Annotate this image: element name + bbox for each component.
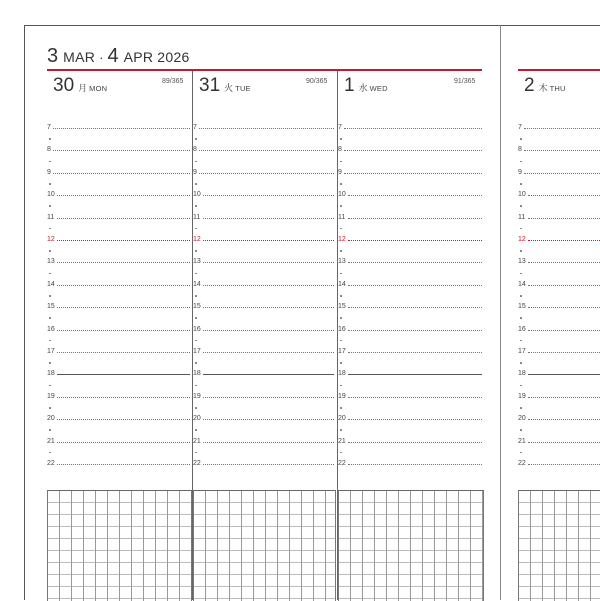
day-header <box>524 75 566 97</box>
hour-label: 8 <box>338 146 342 154</box>
half-hour-dot <box>49 273 51 275</box>
year: 2026 <box>157 49 190 65</box>
half-hour-dot <box>340 317 342 319</box>
hour-label: 21 <box>338 437 346 445</box>
hour-label: 7 <box>518 124 522 131</box>
half-hour-dot <box>340 452 342 454</box>
hour-label: 11 <box>338 213 346 221</box>
hour-line[interactable] <box>528 442 600 443</box>
half-hour-dot <box>520 407 522 409</box>
week-range-title <box>47 45 190 69</box>
end-month: APR <box>123 49 154 65</box>
half-hour-dot <box>520 205 522 207</box>
start-day: 3 <box>47 45 59 67</box>
hour-line[interactable] <box>528 330 600 331</box>
hour-line[interactable] <box>57 285 190 286</box>
hour-label: 21 <box>518 437 526 445</box>
half-hour-dot <box>520 273 522 275</box>
half-hour-dot <box>340 183 342 185</box>
half-hour-dot <box>195 295 197 297</box>
hour-label: 8 <box>193 146 197 154</box>
half-hour-dot <box>340 205 342 207</box>
hour-line[interactable] <box>524 150 600 151</box>
hour-line[interactable] <box>348 442 482 443</box>
hour-label: 17 <box>193 348 201 355</box>
day-name-en: TUE <box>235 84 251 93</box>
half-hour-dot <box>195 317 197 319</box>
hour-line[interactable] <box>57 374 190 375</box>
half-hour-dot <box>49 205 51 207</box>
hour-label: 12 <box>518 236 526 243</box>
half-hour-dot <box>340 161 342 163</box>
hour-line[interactable] <box>528 285 600 286</box>
half-hour-dot <box>195 362 197 364</box>
half-hour-dot <box>340 250 342 252</box>
hour-label: 14 <box>338 280 346 288</box>
hour-line[interactable] <box>203 352 334 353</box>
hour-label: 20 <box>338 415 346 423</box>
half-hour-dot <box>340 273 342 275</box>
hour-label: 18 <box>518 370 526 378</box>
notes-grid[interactable] <box>193 490 336 601</box>
hour-label: 7 <box>193 124 197 131</box>
hour-line[interactable] <box>199 128 334 129</box>
hour-label: 9 <box>518 168 522 176</box>
hour-line[interactable] <box>528 397 600 398</box>
day-name-en: MON <box>89 84 108 93</box>
half-hour-dot <box>520 228 522 230</box>
half-hour-dot <box>520 250 522 252</box>
half-hour-dot <box>195 340 197 342</box>
hour-line[interactable] <box>528 464 600 465</box>
hour-label: 14 <box>47 280 55 288</box>
hour-line[interactable] <box>203 442 334 443</box>
half-hour-dot <box>49 385 51 387</box>
half-hour-dot <box>49 295 51 297</box>
hour-line[interactable] <box>203 218 334 219</box>
hour-line[interactable] <box>348 262 482 263</box>
half-hour-dot <box>195 452 197 454</box>
hour-line[interactable] <box>53 128 190 129</box>
hour-line[interactable] <box>348 374 482 375</box>
half-hour-dot <box>49 250 51 252</box>
half-hour-dot <box>520 362 522 364</box>
half-hour-dot <box>340 340 342 342</box>
hour-label: 14 <box>193 280 201 288</box>
hour-line[interactable] <box>57 330 190 331</box>
hour-line[interactable] <box>348 352 482 353</box>
half-hour-dot <box>195 161 197 163</box>
hour-label: 16 <box>338 325 346 333</box>
half-hour-dot <box>520 183 522 185</box>
half-hour-dot <box>49 362 51 364</box>
hour-label: 8 <box>47 146 51 154</box>
hour-label: 22 <box>193 460 201 467</box>
hour-label: 11 <box>193 213 201 221</box>
day-of-year-count: 90/365 <box>306 78 328 85</box>
day-name-jp: 木 <box>538 83 548 93</box>
hour-line[interactable] <box>57 464 190 465</box>
page-top-edge <box>24 25 600 26</box>
hour-line[interactable] <box>348 218 482 219</box>
hour-label: 13 <box>47 258 55 266</box>
page-left-edge <box>24 25 25 600</box>
hour-line[interactable] <box>348 307 482 308</box>
hour-label: 19 <box>518 392 526 400</box>
hour-line[interactable] <box>57 307 190 308</box>
hour-label: 20 <box>518 415 526 423</box>
hour-label: 7 <box>47 124 51 131</box>
half-hour-dot <box>195 407 197 409</box>
half-hour-dot <box>340 362 342 364</box>
hour-label: 22 <box>518 460 526 467</box>
hour-label: 11 <box>47 213 55 221</box>
hour-line[interactable] <box>344 128 482 129</box>
hour-line[interactable] <box>348 240 482 241</box>
hour-line[interactable] <box>203 262 334 263</box>
hour-line[interactable] <box>203 330 334 331</box>
half-hour-dot <box>340 385 342 387</box>
hour-line[interactable] <box>524 173 600 174</box>
half-hour-dot <box>195 205 197 207</box>
page-gutter <box>500 25 501 600</box>
notes-grid[interactable] <box>338 490 484 601</box>
day-header <box>199 75 251 97</box>
hour-label: 9 <box>47 168 51 176</box>
half-hour-dot <box>49 161 51 163</box>
hour-label: 20 <box>193 415 201 423</box>
half-hour-dot <box>49 183 51 185</box>
half-hour-dot <box>49 429 51 431</box>
half-hour-dot <box>49 407 51 409</box>
hour-label: 16 <box>193 325 201 333</box>
hour-label: 15 <box>338 303 346 311</box>
hour-line[interactable] <box>348 285 482 286</box>
hour-label: 19 <box>47 392 55 400</box>
day-number: 31 <box>199 75 221 96</box>
hour-line[interactable] <box>199 150 334 151</box>
half-hour-dot <box>195 273 197 275</box>
day-name-jp: 月 <box>78 83 88 93</box>
hour-label: 22 <box>47 460 55 467</box>
hour-label: 10 <box>47 191 55 199</box>
hour-line[interactable] <box>528 374 600 375</box>
half-hour-dot <box>49 452 51 454</box>
hour-label: 8 <box>518 146 522 154</box>
day-name-jp: 火 <box>224 83 234 93</box>
hour-line[interactable] <box>203 374 334 375</box>
hour-label: 19 <box>193 392 201 400</box>
hour-line[interactable] <box>528 218 600 219</box>
half-hour-dot <box>520 161 522 163</box>
day-of-year-count: 91/365 <box>454 78 476 85</box>
range-separator: · <box>99 50 104 65</box>
hour-line[interactable] <box>57 352 190 353</box>
hour-line[interactable] <box>57 195 190 196</box>
hour-label: 9 <box>338 168 342 176</box>
half-hour-dot <box>520 452 522 454</box>
hour-label: 21 <box>47 437 55 445</box>
hour-label: 15 <box>518 303 526 311</box>
half-hour-dot <box>195 429 197 431</box>
end-day: 4 <box>107 45 119 67</box>
half-hour-dot <box>195 228 197 230</box>
hour-line[interactable] <box>348 330 482 331</box>
hour-line[interactable] <box>524 128 600 129</box>
hour-label: 21 <box>193 437 201 445</box>
half-hour-dot <box>340 138 342 140</box>
hour-label: 13 <box>338 258 346 266</box>
hour-label: 9 <box>193 168 197 176</box>
half-hour-dot <box>49 317 51 319</box>
hour-label: 13 <box>518 258 526 266</box>
hour-line[interactable] <box>203 397 334 398</box>
hour-line[interactable] <box>348 464 482 465</box>
hour-line[interactable] <box>528 195 600 196</box>
day-header <box>53 75 107 97</box>
hour-line[interactable] <box>203 285 334 286</box>
hour-label: 10 <box>518 191 526 199</box>
hour-label: 13 <box>193 258 201 266</box>
half-hour-dot <box>195 250 197 252</box>
hour-label: 12 <box>193 236 201 243</box>
day-name-jp: 水 <box>358 83 368 93</box>
half-hour-dot <box>49 228 51 230</box>
hour-line[interactable] <box>528 352 600 353</box>
hour-line[interactable] <box>348 195 482 196</box>
half-hour-dot <box>195 385 197 387</box>
hour-line[interactable] <box>57 419 190 420</box>
header-rule-right <box>518 69 600 71</box>
hour-line[interactable] <box>203 464 334 465</box>
hour-label: 17 <box>338 348 346 355</box>
hour-label: 10 <box>338 191 346 199</box>
hour-label: 12 <box>338 236 346 243</box>
hour-line[interactable] <box>53 150 190 151</box>
hour-line[interactable] <box>344 173 482 174</box>
day-of-year-count: 89/365 <box>162 78 184 85</box>
half-hour-dot <box>195 138 197 140</box>
hour-line[interactable] <box>203 419 334 420</box>
half-hour-dot <box>520 138 522 140</box>
hour-label: 16 <box>518 325 526 333</box>
hour-label: 18 <box>193 370 201 378</box>
hour-label: 15 <box>193 303 201 311</box>
header-rule-left <box>47 69 482 71</box>
day-number: 30 <box>53 75 75 96</box>
hour-line[interactable] <box>344 150 482 151</box>
hour-line[interactable] <box>528 262 600 263</box>
hour-line[interactable] <box>53 173 190 174</box>
half-hour-dot <box>340 228 342 230</box>
hour-label: 10 <box>193 191 201 199</box>
hour-label: 7 <box>338 124 342 131</box>
half-hour-dot <box>340 429 342 431</box>
hour-line[interactable] <box>528 419 600 420</box>
hour-line[interactable] <box>528 240 600 241</box>
hour-label: 20 <box>47 415 55 423</box>
half-hour-dot <box>49 340 51 342</box>
day-header <box>344 75 388 97</box>
hour-label: 17 <box>47 348 55 355</box>
start-month: MAR <box>63 49 96 65</box>
hour-label: 12 <box>47 236 55 243</box>
hour-line[interactable] <box>57 218 190 219</box>
hour-label: 14 <box>518 280 526 288</box>
hour-label: 19 <box>338 392 346 400</box>
hour-label: 16 <box>47 325 55 333</box>
hour-line[interactable] <box>57 442 190 443</box>
hour-line[interactable] <box>348 419 482 420</box>
hour-label: 17 <box>518 348 526 355</box>
half-hour-dot <box>520 340 522 342</box>
hour-line[interactable] <box>199 173 334 174</box>
day-number: 2 <box>524 75 535 96</box>
half-hour-dot <box>195 183 197 185</box>
hour-line[interactable] <box>528 307 600 308</box>
half-hour-dot <box>340 295 342 297</box>
hour-line[interactable] <box>203 195 334 196</box>
half-hour-dot <box>340 407 342 409</box>
notes-grid[interactable] <box>518 490 600 601</box>
hour-label: 15 <box>47 303 55 311</box>
hour-label: 18 <box>47 370 55 378</box>
hour-label: 18 <box>338 370 346 378</box>
hour-line[interactable] <box>203 307 334 308</box>
half-hour-dot <box>520 317 522 319</box>
hour-line[interactable] <box>57 240 190 241</box>
notes-grid[interactable] <box>47 490 192 601</box>
day-name-en: WED <box>369 84 388 93</box>
hour-line[interactable] <box>57 262 190 263</box>
half-hour-dot <box>520 429 522 431</box>
hour-label: 22 <box>338 460 346 467</box>
day-number: 1 <box>344 75 355 96</box>
day-name-en: THU <box>549 84 566 93</box>
half-hour-dot <box>520 385 522 387</box>
hour-line[interactable] <box>57 397 190 398</box>
half-hour-dot <box>520 295 522 297</box>
hour-line[interactable] <box>348 397 482 398</box>
half-hour-dot <box>49 138 51 140</box>
hour-line[interactable] <box>203 240 334 241</box>
hour-label: 11 <box>518 213 526 221</box>
